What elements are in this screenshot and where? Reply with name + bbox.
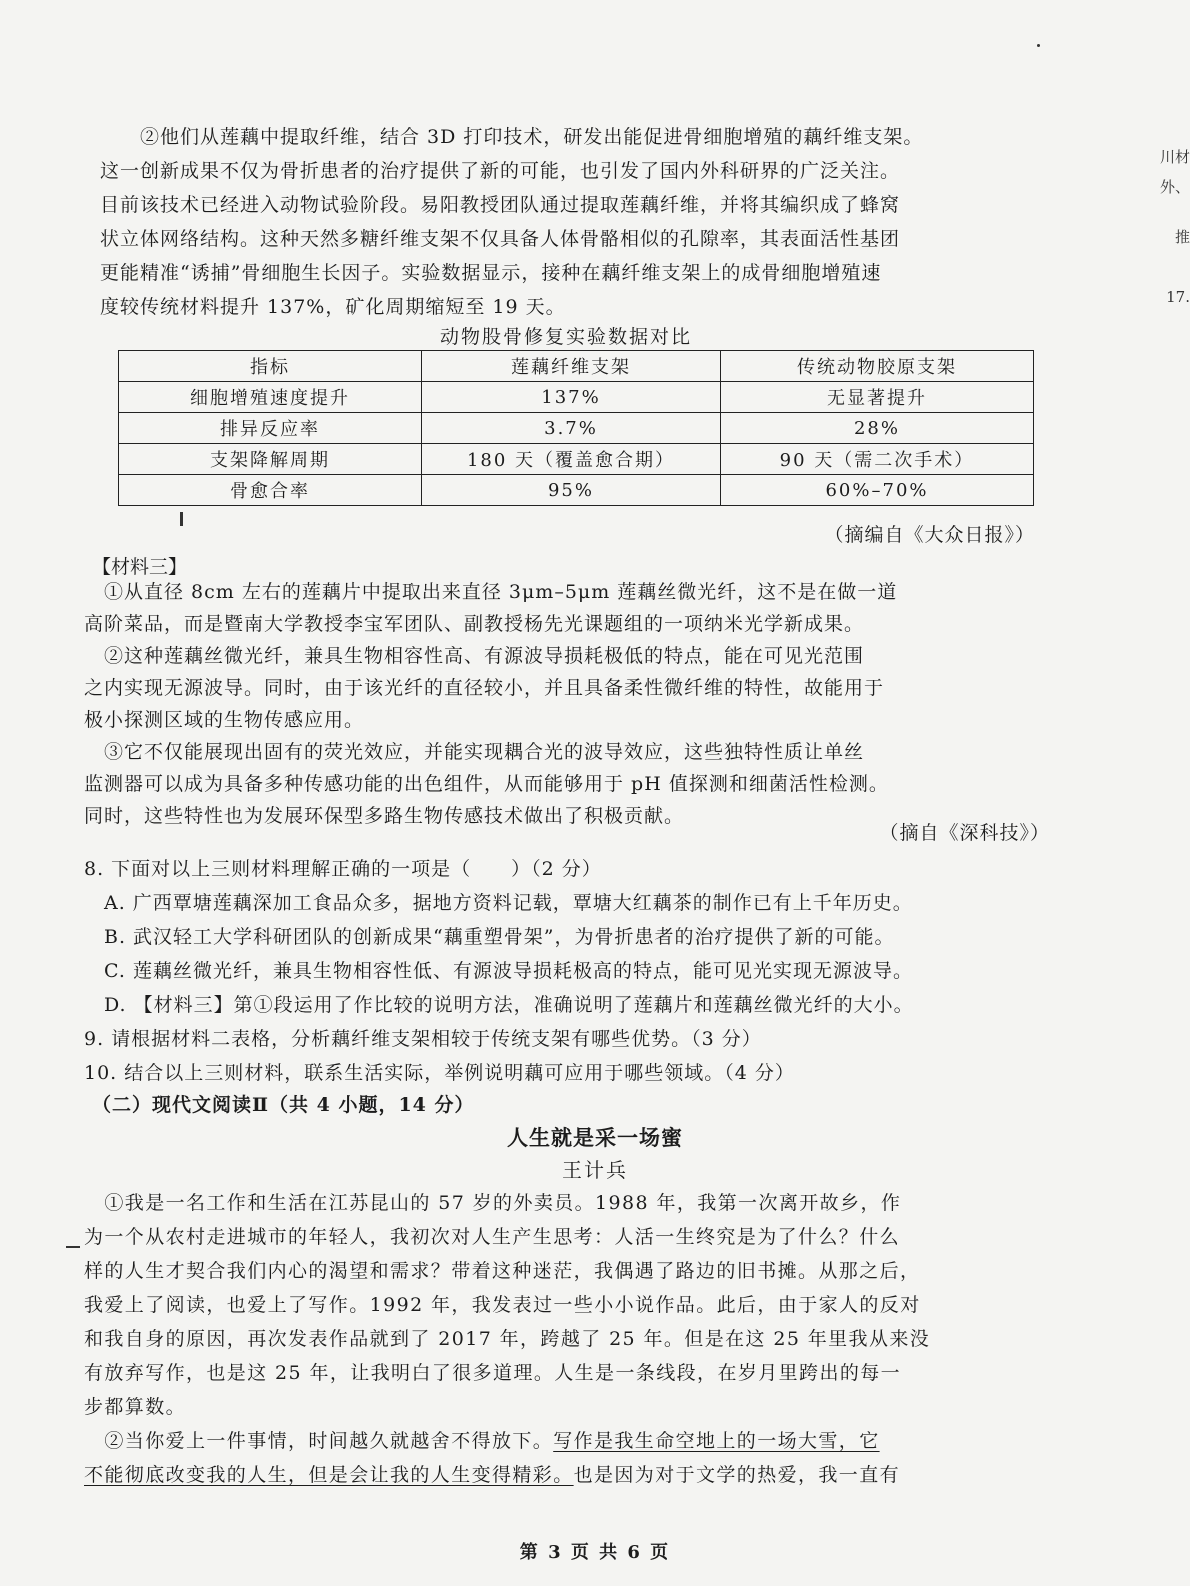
table-header: 传统动物胶原支架: [721, 351, 1034, 382]
edge-fragment: 外、: [1159, 178, 1190, 196]
text-line: 我爱上了阅读，也爱上了写作。1992 年，我发表过一些小小说作品。此后，由于家人的反对: [84, 1294, 921, 1316]
text-line: ①从直径 8cm 左右的莲藕片中提取出来直径 3μm–5μm 莲藕丝微光纤，这不是在做一道: [84, 581, 898, 603]
table-cell: 137%: [422, 382, 721, 413]
table-cell: 骨愈合率: [119, 475, 422, 506]
table-cell: 95%: [422, 475, 721, 506]
table-row: [119, 382, 1034, 413]
table-header-row: [119, 351, 1034, 382]
text-line: 度较传统材料提升 137%，矿化周期缩短至 19 天。: [100, 296, 566, 318]
table-cell: 90 天（需二次手术）: [721, 444, 1034, 475]
option-b: B. 武汉轻工大学科研团队的创新成果“藕重塑骨架”，为骨折患者的治疗提供了新的可能。: [104, 926, 895, 948]
table-cell: 细胞增殖速度提升: [119, 382, 422, 413]
page-footer: 第 3 页 共 6 页: [519, 1542, 671, 1563]
table-cell: 排异反应率: [119, 413, 422, 444]
text-line: 高阶菜品，而是暨南大学教授李宝军团队、副教授杨先光课题组的一项纳米光学新成果。: [84, 613, 865, 635]
text-line: ②这种莲藕丝微光纤，兼具生物相容性高、有源波导损耗极低的特点，能在可见光范围: [84, 645, 865, 667]
text-line: 目前该技术已经进入动物试验阶段。易阳教授团队通过提取莲藕纤维，并将其编织成了蜂窝: [100, 194, 901, 216]
question-8: 8. 下面对以上三则材料理解正确的一项是（ ）（2 分）: [84, 858, 602, 880]
text-line: 这一创新成果不仅为骨折患者的治疗提供了新的可能，也引发了国内外科研界的广泛关注。: [100, 160, 901, 182]
section-heading: （二）现代文阅读Ⅱ（共 4 小题，14 分）: [92, 1094, 475, 1116]
text-span: ②当你爱上一件事情，时间越久就越舍不得放下。: [84, 1430, 554, 1452]
text-line: 监测器可以成为具备多种传感功能的出色组件，从而能够用于 pH 值探测和细菌活性检测。: [84, 773, 889, 795]
option-c: C. 莲藕丝微光纤，兼具生物相容性低、有源波导损耗极高的特点，能可见光实现无源波导。: [104, 960, 913, 982]
table-cell: 180 天（覆盖愈合期）: [422, 444, 721, 475]
table-cell: 无显著提升: [721, 382, 1034, 413]
table-cell: 28%: [721, 413, 1034, 444]
text-line: 步都算数。: [84, 1396, 187, 1418]
edge-fragment: 推: [1174, 228, 1190, 246]
table-header: 莲藕纤维支架: [422, 351, 721, 382]
underlined-text: 不能彻底改变我的人生，但是会让我的人生变得精彩。: [84, 1464, 574, 1486]
text-line: [84, 1458, 930, 1492]
scan-speck: [1037, 44, 1040, 47]
source-citation: （摘自《深科技》）: [879, 822, 1050, 844]
questions-block: [84, 852, 914, 1090]
text-line: [84, 1424, 930, 1458]
table-header: 指标: [119, 351, 422, 382]
pen-mark: [180, 512, 183, 526]
text-line: 之内实现无源波导。同时，由于该光纤的直径较小，并且具备柔性微纤维的特性，故能用于: [84, 677, 885, 699]
option-a: A. 广西覃塘莲藕深加工食品众多，据地方资料记载，覃塘大红藕茶的制作已有上千年历史。: [104, 892, 913, 914]
source-citation: （摘编自《大众日报》）: [824, 524, 1035, 546]
table-row: [119, 444, 1034, 475]
table-cell: 支架降解周期: [119, 444, 422, 475]
table-cell: 3.7%: [422, 413, 721, 444]
text-line: ②他们从莲藕中提取纤维，结合 3D 打印技术，研发出能促进骨细胞增殖的藕纤维支架。: [140, 126, 924, 148]
underlined-text: 写作是我生命空地上的一场大雪，它: [553, 1430, 880, 1452]
table-row: [119, 475, 1034, 506]
text-line: 极小探测区域的生物传感应用。: [84, 709, 365, 731]
article-title: 人生就是采一场蜜: [507, 1125, 683, 1150]
text-line: 样的人生才契合我们内心的渴望和需求？带着这种迷茫，我偶遇了路边的旧书摊。从那之后，: [84, 1260, 921, 1282]
text-line: ③它不仅能展现出固有的荧光效应，并能实现耦合光的波导效应，这些独特性质让单丝: [84, 741, 865, 763]
essay-body: [84, 1186, 930, 1492]
pen-mark: [66, 1246, 80, 1248]
question-9: 9. 请根据材料二表格，分析藕纤维支架相较于传统支架有哪些优势。（3 分）: [84, 1028, 762, 1050]
text-line: 为一个从农村走进城市的年轻人，我初次对人生产生思考：人活一生终究是为了什么？什么: [84, 1226, 901, 1248]
text-line: ①我是一名工作和生活在江苏昆山的 57 岁的外卖员。1988 年，我第一次离开故乡，作: [84, 1192, 902, 1214]
comparison-table: [118, 350, 1034, 506]
table-cell: 60%–70%: [721, 475, 1034, 506]
text-line: 更能精准“诱捕”骨细胞生长因子。实验数据显示，接种在藕纤维支架上的成骨细胞增殖速: [100, 262, 882, 284]
material3-paragraph: [84, 576, 1074, 832]
option-d: D. 【材料三】第①段运用了作比较的说明方法，准确说明了莲藕片和莲藕丝微光纤的大小。: [104, 994, 914, 1016]
article-author: 王计兵: [562, 1158, 628, 1182]
table-row: [119, 413, 1034, 444]
edge-fragment: 17.: [1166, 288, 1190, 306]
table-caption: 动物股骨修复实验数据对比: [440, 326, 693, 348]
text-line: 有放弃写作，也是这 25 年，让我明白了很多道理。人生是一条线段，在岁月里跨出的每一: [84, 1362, 902, 1384]
text-line: 同时，这些特性也为发展环保型多路生物传感技术做出了积极贡献。: [84, 805, 685, 827]
edge-fragment: 川材: [1159, 148, 1190, 166]
text-line: 状立体网络结构。这种天然多糖纤维支架不仅具备人体骨骼相似的孔隙率，其表面活性基团: [100, 228, 901, 250]
text-span: 也是因为对于文学的热爱，我一直有: [573, 1464, 901, 1486]
material3-heading: 【材料三】: [92, 556, 188, 578]
material2-paragraph: [100, 120, 1060, 324]
text-line: 和我自身的原因，再次发表作品就到了 2017 年，跨越了 25 年。但是在这 25 年里我从来没: [84, 1328, 931, 1350]
question-10: 10. 结合以上三则材料，联系生活实际，举例说明藕可应用于哪些领域。（4 分）: [84, 1062, 795, 1084]
